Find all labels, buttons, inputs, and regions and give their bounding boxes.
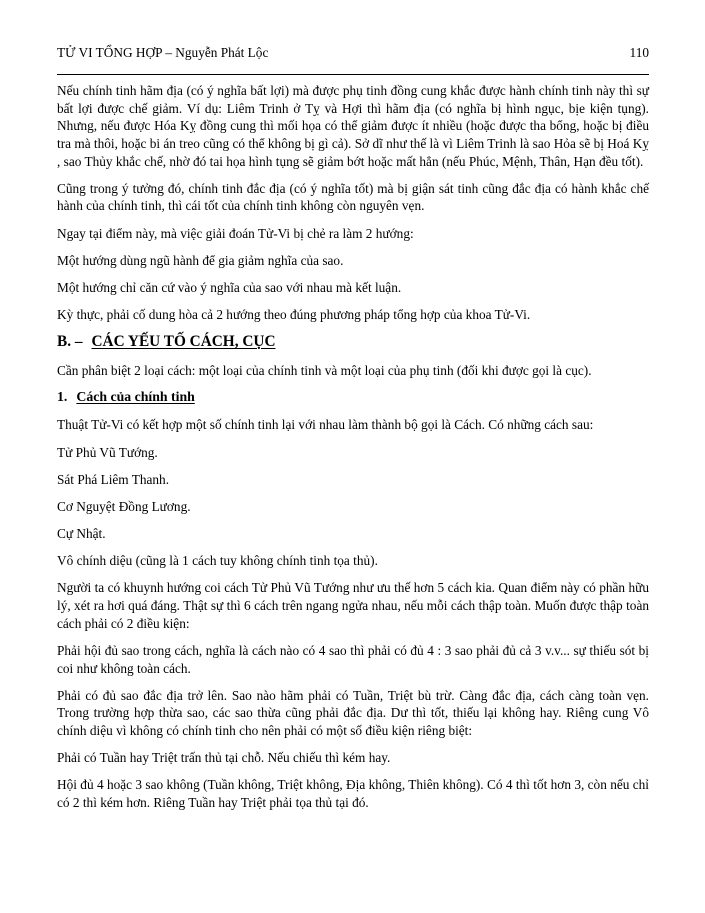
section-heading-b (57, 333, 649, 351)
paragraph: Một hướng chỉ căn cứ vào ý nghĩa của sao với nhau mà kết luận. (57, 280, 402, 295)
list-item: Sát Phá Liêm Thanh. (57, 471, 170, 487)
page-number: 110 (629, 45, 649, 60)
sub-heading-1 (57, 389, 649, 406)
paragraph: Cần phân biệt 2 loại cách: một loại của chính tinh và một loại của phụ tinh (đối khi được gọi là cục). (57, 362, 592, 378)
paragraph: Thuật Tử-Vi có kết hợp một số chính tinh lại với nhau làm thành bộ gọi là Cách. Có những cách sau: (57, 417, 594, 433)
section-heading-title: CÁC YẾU TỐ CÁCH, CỤC (91, 333, 276, 351)
paragraph: Hội đủ 4 hoặc 3 sao không (Tuần không, Triệt không, Địa không, Thiên không). Có 4 thì tốt hơn 3, còn nếu chỉ có 2 thì kém hơn. Riêng Tuần hay Triệt phải tọa thủ tại đó. (57, 777, 649, 811)
paragraph: Kỳ thực, phải cố dung hòa cả 2 hướng theo đúng phương pháp tổng hợp của khoa Tử-Vi. (57, 307, 531, 323)
sub-heading-prefix: 1. (57, 388, 68, 404)
paragraph: Phải có Tuần hay Triệt trấn thủ tại chỗ. Nếu chiếu thì kém hay. (57, 750, 391, 766)
list-item: Tử Phủ Vũ Tướng. (57, 444, 158, 460)
page-header (57, 45, 649, 61)
list-item: Vô chính diệu (cũng là 1 cách tuy không chính tinh tọa thủ). (57, 553, 378, 569)
paragraph: Ngay tại điểm này, mà việc giải đoán Tử-Vi bị chẻ ra làm 2 hướng: (57, 225, 414, 241)
list-item: Cơ Nguyệt Đồng Lương. (57, 498, 191, 514)
section-heading-prefix: B. – (57, 333, 83, 351)
header-rule (57, 74, 649, 75)
paragraph: Người ta có khuynh hướng coi cách Tử Phủ Vũ Tướng như ưu thế hơn 5 cách kia. Quan điểm này có phần hữu lý, xét ra hơi quá đáng. Thật sự thì 6 cách trên ngang ngửa nhau, nếu mỗi cách thập toàn. Muốn được thập toàn cách phải có 2 điều kiện: (57, 580, 649, 631)
running-title: TỬ VI TỔNG HỢP – Nguyễn Phát Lộc (57, 45, 269, 60)
sub-heading-title: Cách của chính tinh (76, 388, 195, 404)
list-item: Cự Nhật. (57, 526, 106, 542)
paragraph: Nếu chính tinh hãm địa (có ý nghĩa bất lợi) mà được phụ tinh đồng cung khắc được hành chính tinh này thì sự bất lợi được chế giảm. Ví dụ: Liêm Trinh ở Tỵ và Hợi thì hãm địa (có nghĩa bị hình ngục, bịe kiện tụng). Nhưng, nếu được Hóa Kỵ đồng cung thì mối họa có thể giảm được ít nhiều (hoặc được tha bổng, hoặc bị điều tra mà thôi, hoặc bi án treo cũng có thể không bị gì cả). Sở dĩ như thế là vì Liêm Trinh là sao Hỏa sẽ bị Hoá Kỵ , sao Thủy khắc chế, nhờ đó tai họa hình tụng sẽ giảm bớt hoặc mất hẳn (nếu Phúc, Mệnh, Thân, Hạn đều tốt). (57, 82, 649, 169)
paragraph: Một hướng dùng ngũ hành để gia giảm nghĩa của sao. (57, 252, 344, 268)
paragraph: Phải có đủ sao đắc địa trở lên. Sao nào hãm phải có Tuần, Triệt bù trừ. Càng đắc địa, cách càng toàn vẹn. Trong trường hợp thừa sao, các sao thừa cũng phải đắc địa. Dư thì tốt, thiếu lại không hay. Riêng cung Vô chính diệu vì không có chính tinh cho nên phải có một số điều kiện riêng biệt: (57, 687, 649, 739)
paragraph: Cũng trong ý tưởng đó, chính tinh đắc địa (có ý nghĩa tốt) mà bị giận sát tinh cũng đắc địa có hành khắc chế hành của chính tinh, thì cái tốt của chính tinh không còn nguyên vẹn. (57, 180, 649, 214)
paragraph: Phải hội đủ sao trong cách, nghĩa là cách nào có 4 sao thì phải có đủ 4 : 3 sao phải đủ cả 3 v.v... sự thiếu sót bị coi như không toàn cách. (57, 642, 649, 676)
